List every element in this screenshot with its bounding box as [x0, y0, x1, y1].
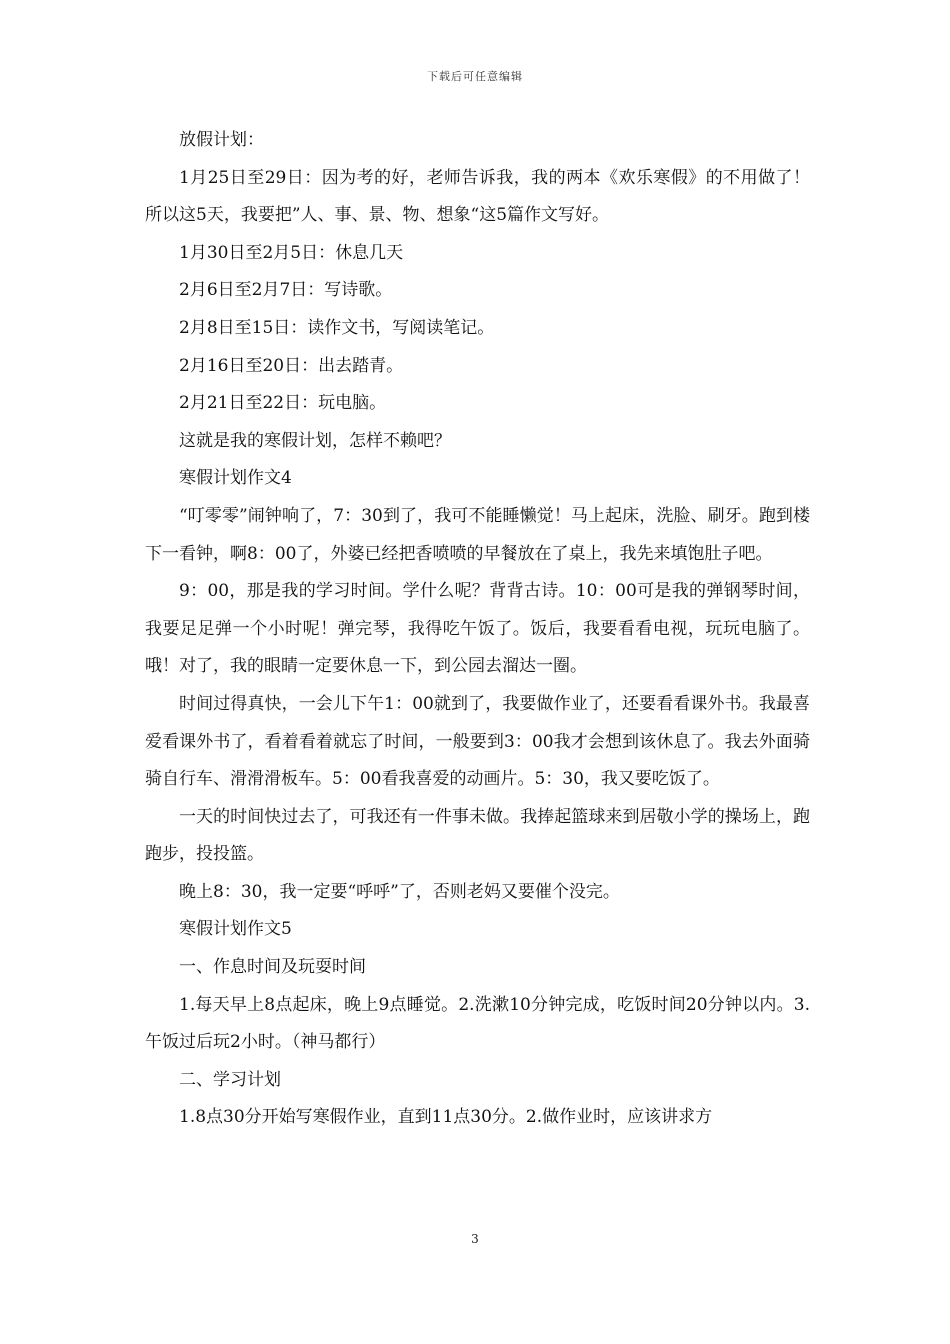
subsection-heading: 二、学习计划: [179, 1069, 281, 1090]
paragraph: 时间过得真快，一会儿下午1：00就到了，我要做作业了，还要看看课外书。我最喜爱看课外书了，看着看着就忘了时间，一般要到3：00我才会想到该休息了。我去外面骑骑自行车、滑滑滑板车。5：00看我喜爱的动画片。5：30，我又要吃饭了。: [145, 693, 810, 790]
paragraph: 1月30日至2月5日：休息几天: [179, 242, 404, 263]
paragraph: 1.每天早上8点起床，晚上9点睡觉。2.洗漱10分钟完成，吃饭时间20分钟以内。3.午饭过后玩2小时。（神马都行）: [145, 994, 810, 1053]
paragraph: 2月21日至22日：玩电脑。: [179, 393, 387, 414]
section-heading: 寒假计划作文5: [179, 919, 292, 940]
paragraph: “叮零零”闹钟响了，7：30到了，我可不能睡懒觉！马上起床，洗脸、刷牙。跑到楼下一看钟，啊8：00了，外婆已经把香喷喷的早餐放在了桌上，我先来填饱肚子吧。: [145, 505, 810, 564]
paragraph: 2月6日至2月7日：写诗歌。: [179, 280, 393, 301]
page-number: 3: [471, 1232, 479, 1246]
paragraph: 放假计划：: [179, 130, 264, 150]
paragraph: 9：00，那是我的学习时间。学什么呢？背背古诗。10：00可是我的弹钢琴时间，我要足足弹一个小时呢！弹完琴，我得吃午饭了。饭后，我要看看电视，玩玩电脑了。哦！对了，我的眼睛一定要休息一下，到公园去溜达一圈。: [145, 581, 810, 677]
paragraph: 一天的时间快过去了，可我还有一件事未做。我捧起篮球来到居敬小学的操场上，跑跑步，投投篮。: [145, 806, 810, 865]
section-heading: 寒假计划作文4: [179, 468, 292, 489]
page-header: 下载后可任意编辑: [427, 70, 523, 83]
paragraph: 2月16日至20日：出去踏青。: [179, 355, 404, 376]
body-text: [145, 122, 810, 1137]
paragraph: 1月25日至29日：因为考的好，老师告诉我，我的两本《欢乐寒假》的不用做了！所以这5天，我要把”人、事、景、物、想象“这5篇作文写好。: [145, 167, 810, 226]
paragraph: 晚上8：30，我一定要“呼呼”了，否则老妈又要催个没完。: [179, 881, 620, 902]
subsection-heading: 一、作息时间及玩耍时间: [179, 957, 366, 978]
paragraph: 这就是我的寒假计划，怎样不赖吧？: [179, 430, 451, 451]
paragraph: 2月8日至15日：读作文书，写阅读笔记。: [179, 317, 495, 338]
paragraph: 1.8点30分开始写寒假作业，直到11点30分。2.做作业时，应该讲求方: [179, 1107, 713, 1128]
